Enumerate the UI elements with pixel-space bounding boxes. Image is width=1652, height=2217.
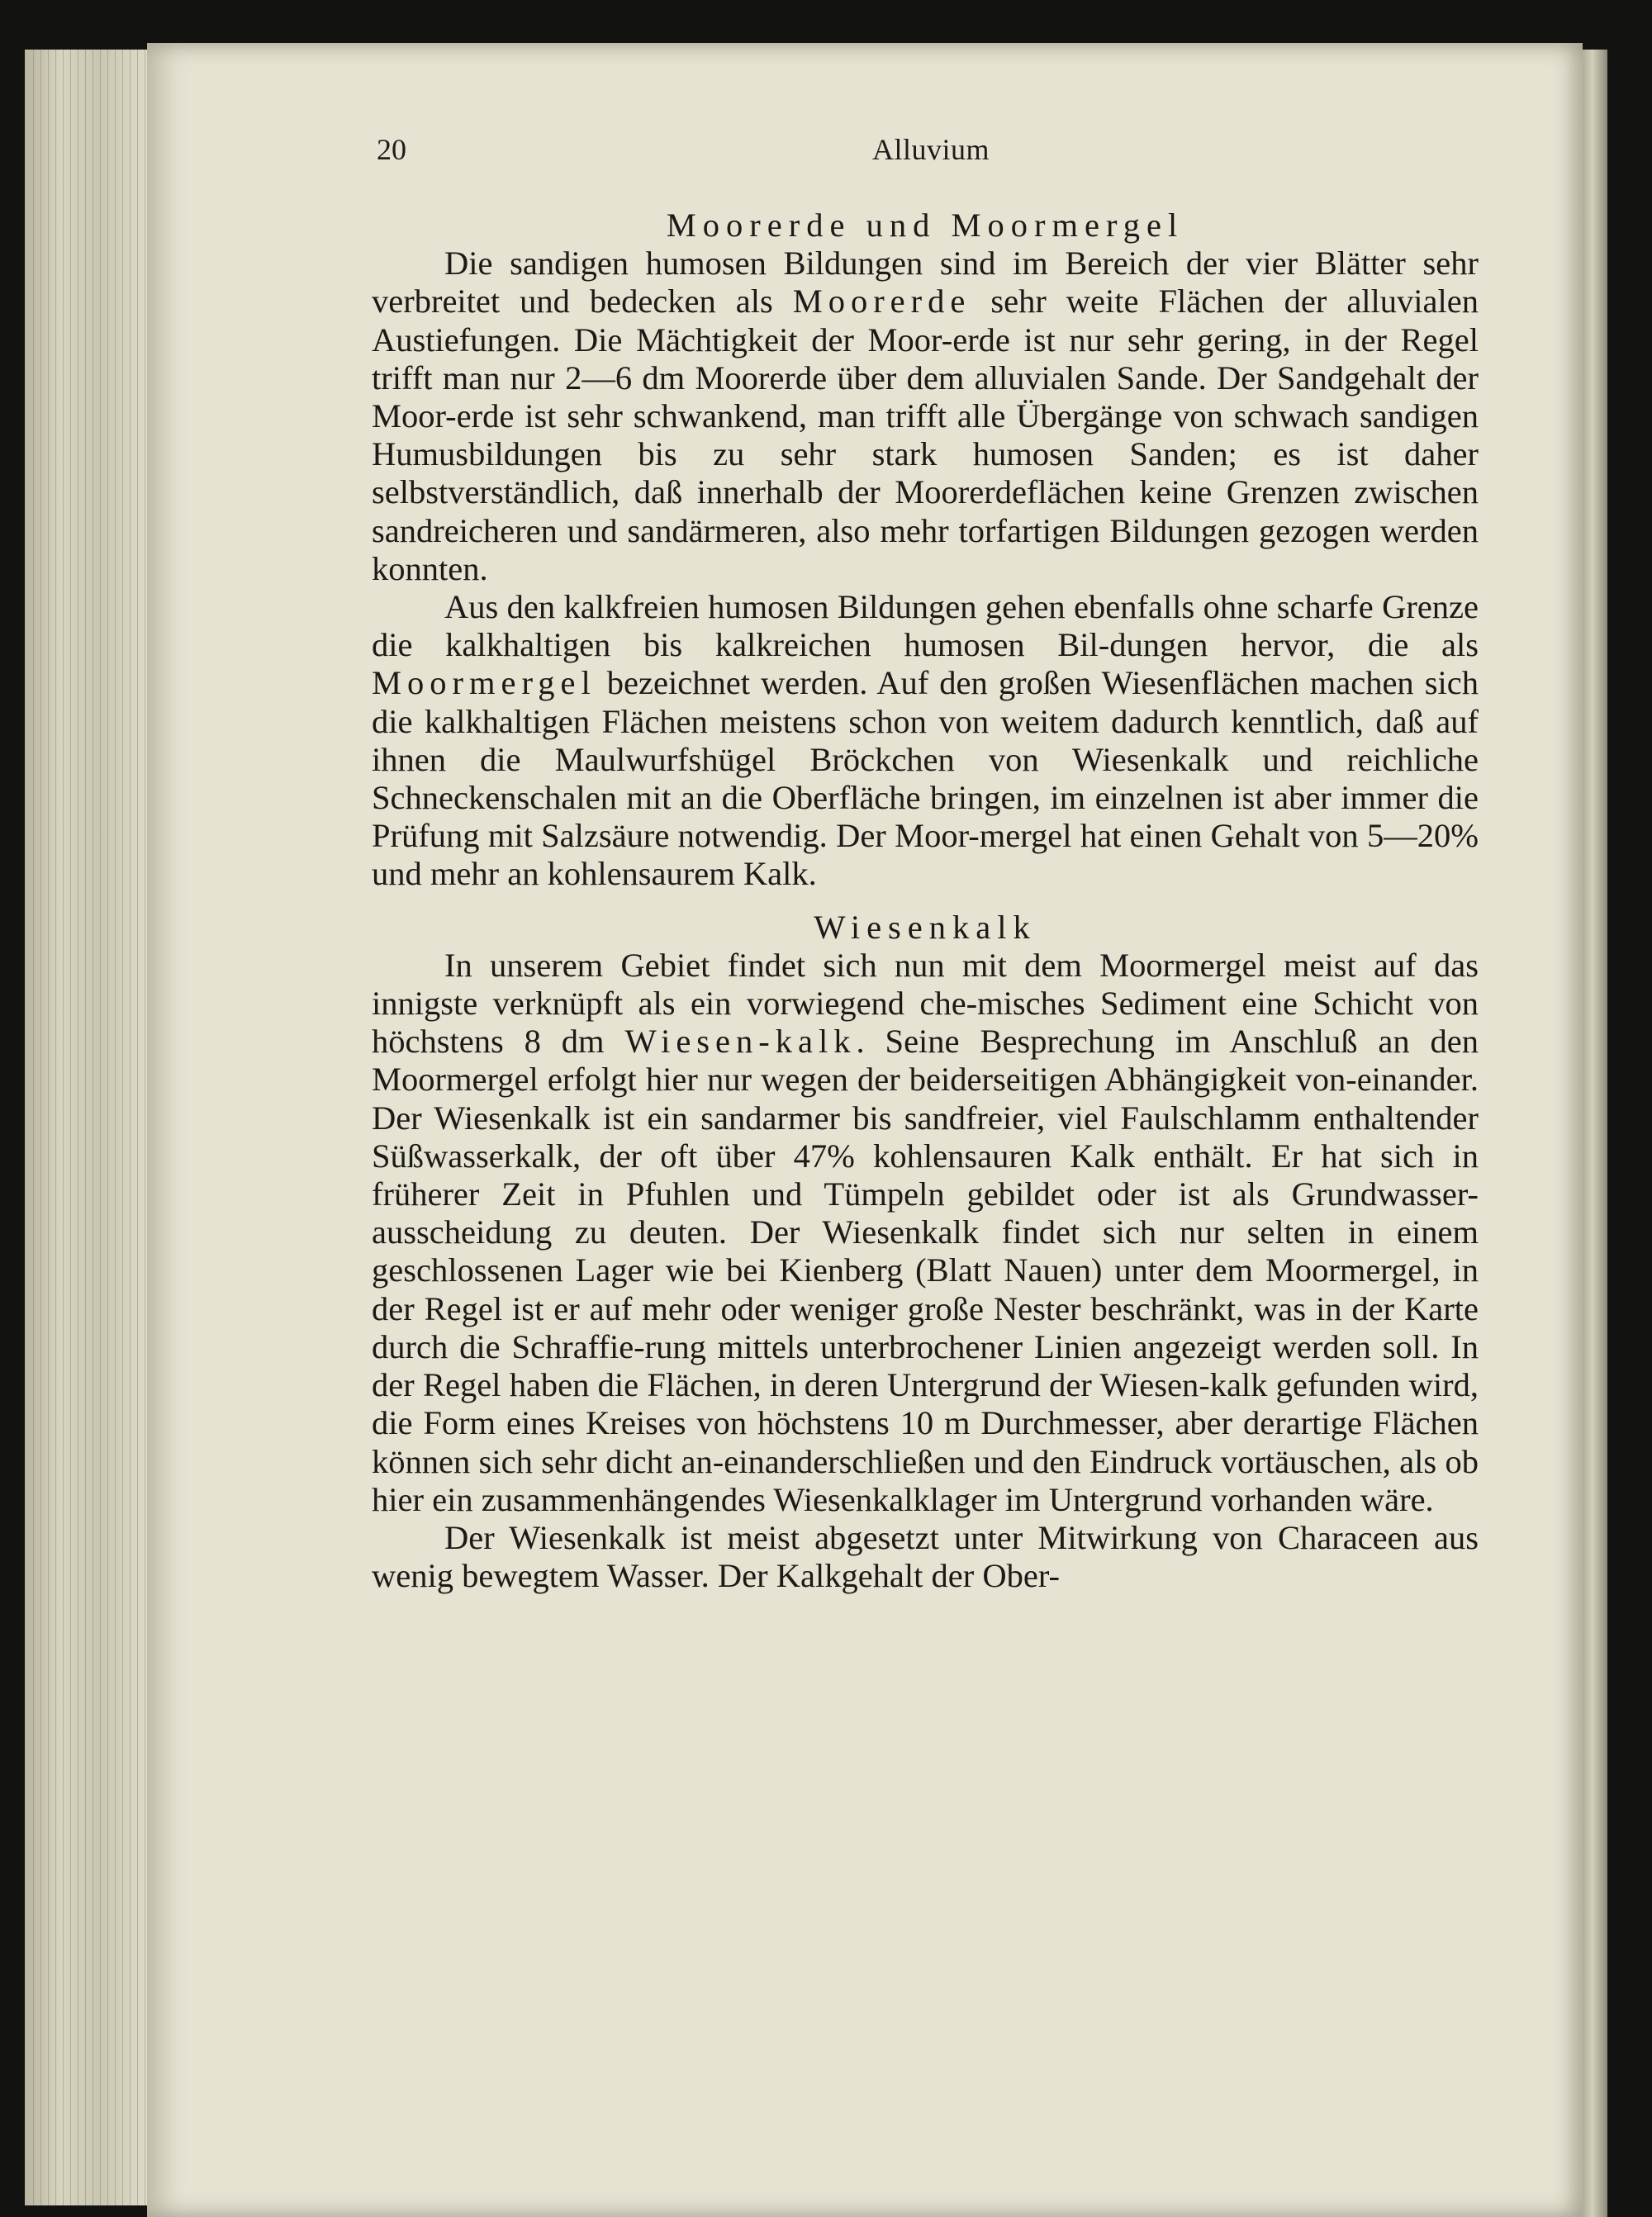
paragraph [372, 1519, 1479, 1595]
section-heading-wiesenkalk: Wiesenkalk [814, 908, 1037, 946]
paragraph-text: bezeichnet werden. Auf den großen Wiesenflächen machen sich die kalkhaltigen Flächen meistens schon von weitem dadurch kenntlich, daß auf ihnen die Maulwurfshügel Bröckchen von Wiesenkalk und reichliche Schneckenschalen mit an die Oberfläche bringen, im einzelnen ist aber immer die Prüfung mit Salzsäure notwendig. Der Moor-mergel hat einen Gehalt von 5—20% und mehr an kohlensaurem Kalk. [372, 664, 1479, 893]
running-title: Alluvium [872, 133, 990, 166]
page-number: 20 [377, 133, 406, 166]
paragraph-text: . Seine Besprechung im Anschluß an den Moormergel erfolgt hier nur wegen der beiderseitigen Abhängigkeit von-einander. Der Wiesenkalk ist ein sandarmer bis sandfreier, viel Faulschlamm enthaltender Süßwasserkalk, der oft über 47% kohlensauren Kalk enthält. Er hat sich in früherer Zeit in Pfuhlen und Tümpeln gebildet oder ist als Grundwasser-ausscheidung zu deuten. Der Wiesenkalk findet sich nur selten in einem geschlossenen Lager wie bei Kienberg (Blatt Nauen) unter dem Moormergel, in der Regel ist er auf mehr oder weniger große Nester beschränkt, was in der Karte durch die Schraffie-rung mittels unterbrochener Linien angezeigt werden soll. In der Regel haben die Flächen, in deren Untergrund der Wiesen-kalk gefunden wird, die Form eines Kreises von höchstens 10 m Durchmesser, aber derartige Flächen können sich sehr dicht an-einanderschließen und den Eindruck vortäuschen, als ob hier ein zusammenhängendes Wiesenkalklager im Untergrund vorhanden wäre. [372, 1023, 1479, 1518]
body-text [372, 207, 1479, 1595]
page-stack-lines [33, 50, 149, 2205]
paragraph [372, 244, 1479, 588]
paragraph-text: In unserem Gebiet findet sich nun mit dem Moormergel meist auf das innigste verknüpft als ein vorwiegend che-misches Sediment eine Schicht von höchstens 8 dm [372, 946, 1479, 1061]
paragraph [372, 588, 1479, 894]
spaced-term: Moormergel [372, 664, 596, 702]
paragraph-text: Aus den kalkfreien humosen Bildungen gehen ebenfalls ohne scharfe Grenze die kalkhaltigen bis kalkreichen humosen Bil-dungen hervor, die als [372, 588, 1479, 664]
section-heading-moorerde: Moorerde und Moormergel [666, 207, 1184, 244]
paragraph-text: sehr weite Flächen der alluvialen Austiefungen. Die Mächtigkeit der Moor-erde ist nur sehr gering, in der Regel trifft man nur 2—6 dm Moorerde über dem alluvialen Sande. Der Sandgehalt der Moor-erde ist sehr schwankend, man trifft alle Übergänge von schwach sandigen Humusbildungen bis zu sehr stark humosen Sanden; es ist daher selbstverständlich, daß innerhalb der Moorerdeflächen keine Grenzen zwischen sandreicheren und sandärmeren, also mehr torfartigen Bildungen gezogen werden konnten. [372, 282, 1479, 587]
paragraph-text: Die sandigen humosen Bildungen sind im Bereich der vier Blätter sehr verbreitet und bedecken als [372, 244, 1479, 320]
paragraph [372, 947, 1479, 1519]
facing-page-edge [1583, 50, 1607, 2217]
spaced-term: Moorerde [792, 282, 971, 320]
spaced-term: Wiesen-kalk [624, 1023, 857, 1061]
running-head [377, 132, 1550, 173]
paragraph-text: Der Wiesenkalk ist meist abgesetzt unter Mitwirkung von Characeen aus wenig bewegtem Wasser. Der Kalkgehalt der Ober- [372, 1518, 1479, 1595]
